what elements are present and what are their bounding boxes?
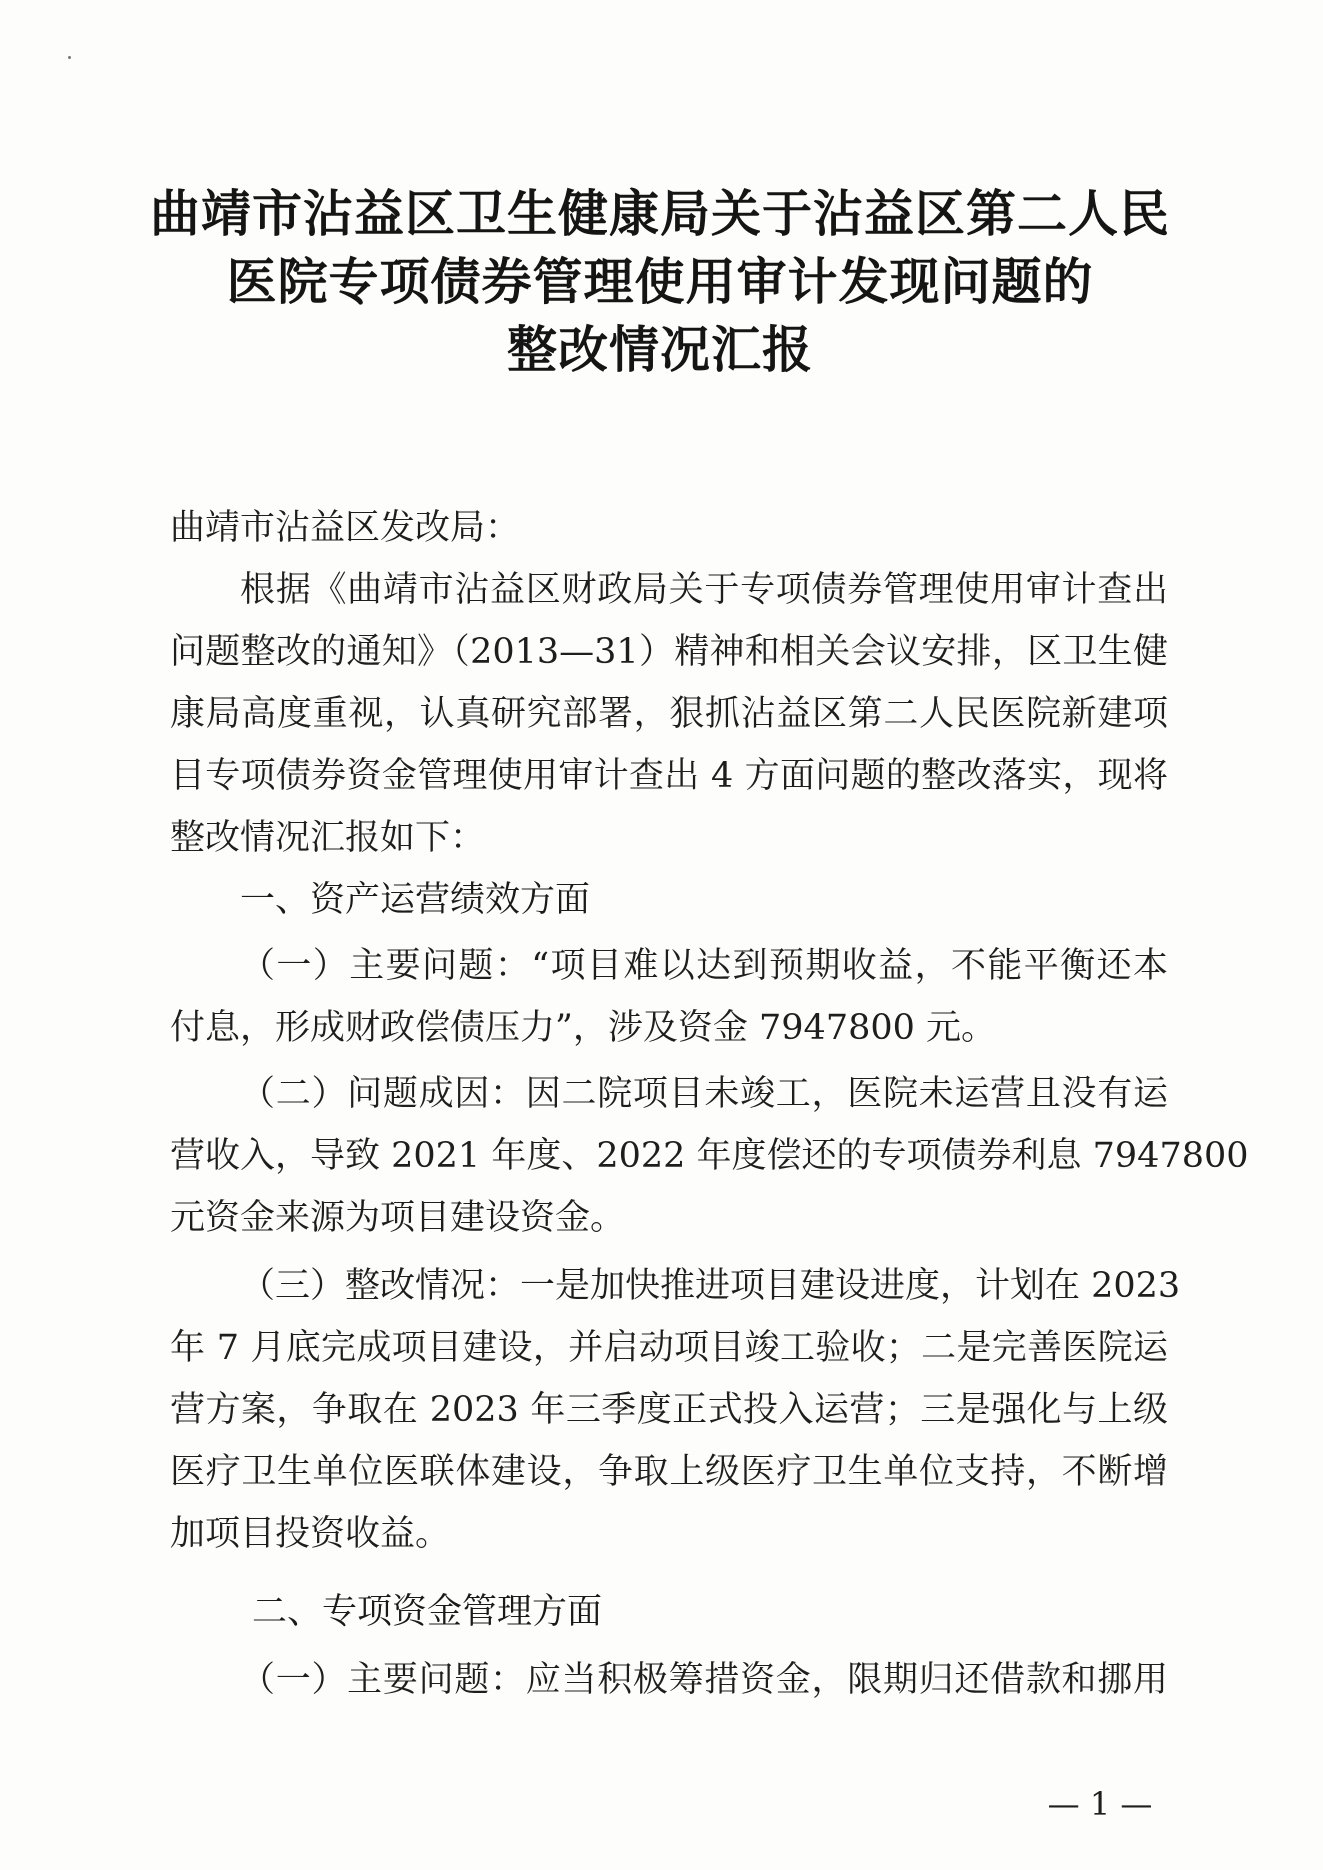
section-2-heading: 二、专项资金管理方面	[252, 1592, 603, 1632]
intro-line-2: 问题整改的通知》（2013—31）精神和相关会议安排，区卫生健	[170, 632, 1168, 672]
intro-line-3: 康局高度重视，认真研究部署，狠抓沾益区第二人民医院新建项	[170, 694, 1168, 734]
document-title-line-2: 医院专项债券管理使用审计发现问题的	[226, 252, 1094, 311]
intro-line-4: 目专项债券资金管理使用审计查出 4 方面问题的整改落实，现将	[170, 756, 1168, 796]
section-1-problem-line-1: （一）主要问题：“项目难以达到预期收益，不能平衡还本	[240, 946, 1168, 986]
section-1-cause-line-1: （二）问题成因：因二院项目未竣工，医院未运营且没有运	[240, 1074, 1168, 1114]
section-1-rectification-line-2: 年 7 月底完成项目建设，并启动项目竣工验收；二是完善医院运	[170, 1328, 1168, 1368]
section-1-cause-line-3: 元资金来源为项目建设资金。	[170, 1198, 626, 1238]
section-1-cause-line-2: 营收入，导致 2021 年度、2022 年度偿还的专项债券利息 7947800	[170, 1136, 1249, 1176]
section-1-rectification-line-3: 营方案，争取在 2023 年三季度正式投入运营；三是强化与上级	[170, 1390, 1168, 1430]
page-number: — 1 —	[1047, 1785, 1153, 1823]
intro-line-5: 整改情况汇报如下：	[170, 818, 486, 858]
section-1-problem-line-2: 付息，形成财政偿债压力”，涉及资金 7947800 元。	[170, 1008, 997, 1048]
document-title-line-1: 曲靖市沾益区卫生健康局关于沾益区第二人民	[150, 184, 1170, 243]
section-1-heading: 一、资产运营绩效方面	[240, 880, 591, 920]
section-1-rectification-line-1: （三）整改情况：一是加快推进项目建设进度，计划在 2023	[240, 1266, 1181, 1306]
intro-line-1: 根据《曲靖市沾益区财政局关于专项债券管理使用审计查出	[240, 570, 1168, 610]
scan-speck	[68, 56, 71, 59]
section-1-rectification-line-4: 医疗卫生单位医联体建设，争取上级医疗卫生单位支持，不断增	[170, 1452, 1168, 1492]
section-1-rectification-line-5: 加项目投资收益。	[170, 1514, 451, 1554]
section-2-problem-line-1: （一）主要问题：应当积极筹措资金，限期归还借款和挪用	[240, 1660, 1168, 1700]
salutation: 曲靖市沾益区发改局：	[170, 508, 521, 548]
document-title-line-3: 整改情况汇报	[507, 320, 813, 379]
